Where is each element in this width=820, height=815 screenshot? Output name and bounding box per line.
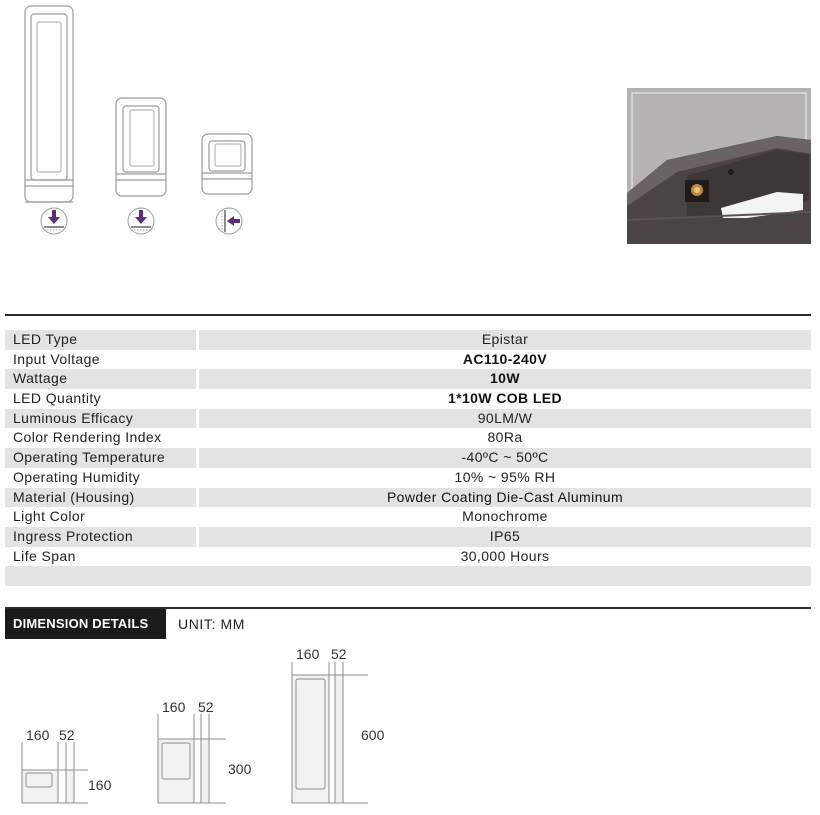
dim-width-small: 160 <box>26 727 50 743</box>
spec-label: Ingress Protection <box>5 527 196 547</box>
spec-label: Light Color <box>5 507 196 527</box>
spec-label: Wattage <box>5 369 196 389</box>
spec-label: Material (Housing) <box>5 488 196 508</box>
spec-value: Powder Coating Die-Cast Aluminum <box>199 488 811 508</box>
spec-label: Luminous Efficacy <box>5 409 196 429</box>
spec-value: 1*10W COB LED <box>199 389 811 409</box>
spec-value: -40ºC ~ 50ºC <box>199 448 811 468</box>
dimension-drawing-medium <box>158 714 226 803</box>
dim-height-small: 160 <box>88 777 112 793</box>
spec-value: Monochrome <box>199 507 811 527</box>
spec-label: Input Voltage <box>5 350 196 370</box>
dim-depth-small: 52 <box>59 727 75 743</box>
spec-label: LED Quantity <box>5 389 196 409</box>
dim-width-large: 160 <box>296 646 320 662</box>
dim-height-large: 600 <box>361 727 385 743</box>
spec-value: IP65 <box>199 527 811 547</box>
spec-value: 80Ra <box>199 428 811 448</box>
unit-label: UNIT: MM <box>178 616 246 632</box>
dimension-drawing-large <box>292 662 368 803</box>
spec-label: Life Span <box>5 547 196 567</box>
dim-depth-medium: 52 <box>198 699 214 715</box>
spec-label: Color Rendering Index <box>5 428 196 448</box>
spec-value: 30,000 Hours <box>199 547 811 567</box>
dimension-drawing-small <box>22 742 88 803</box>
spec-label: Operating Humidity <box>5 468 196 488</box>
spec-value: AC110-240V <box>199 350 811 370</box>
spec-value: 90LM/W <box>199 409 811 429</box>
spec-label: Operating Temperature <box>5 448 196 468</box>
dimension-header: DIMENSION DETAILS <box>5 609 166 639</box>
dim-width-medium: 160 <box>162 699 186 715</box>
spec-value: 10% ~ 95% RH <box>199 468 811 488</box>
dim-depth-large: 52 <box>331 646 347 662</box>
dim-height-medium: 300 <box>228 761 252 777</box>
spec-label: LED Type <box>5 330 196 350</box>
spec-value: Epistar <box>199 330 811 350</box>
spec-value: 10W <box>199 369 811 389</box>
